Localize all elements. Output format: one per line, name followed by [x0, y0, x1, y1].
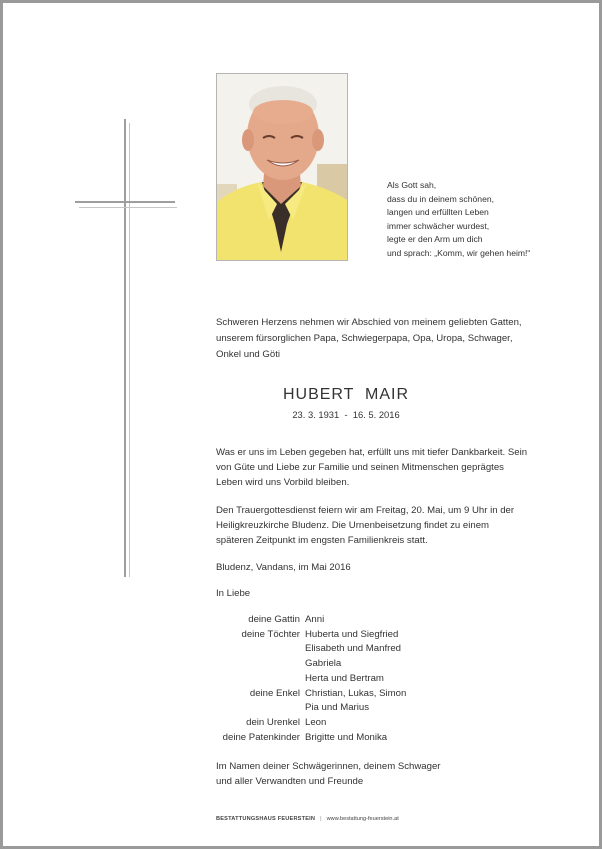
family-row [213, 642, 553, 657]
cross-vertical-bar [124, 119, 126, 577]
family-names: Herta und Bertram [305, 672, 384, 684]
family-names: Gabriela [305, 658, 342, 670]
family-relation [213, 642, 305, 657]
family-relation: deine Töchter [241, 628, 300, 640]
family-names: Elisabeth und Manfred [305, 643, 401, 655]
family-relation: deine Gattin [248, 614, 300, 625]
life-dates: 23. 3. 1931 - 16. 5. 2016 [292, 409, 400, 420]
intro-text [216, 315, 556, 363]
family-relation [213, 657, 305, 672]
paragraph-line: Heiligkreuzkirche Bludenz. Die Urnenbeisetzung findet zu einem [216, 520, 490, 531]
paragraph-line: späteren Zeitpunkt im engsten Familienkreis statt. [216, 535, 428, 546]
in-love [216, 586, 561, 601]
family-relation [213, 672, 305, 687]
place-date [216, 560, 561, 575]
family-relation [213, 701, 305, 716]
family-row [213, 657, 553, 672]
footer [216, 816, 399, 822]
gratitude-paragraph [216, 445, 561, 490]
footer-separator: | [320, 816, 322, 822]
paragraph-line: Was er uns im Leben gegeben hat, erfüllt uns mit tiefer Dankbarkeit. Sein [216, 447, 528, 458]
cross-horizontal-bar [75, 201, 175, 203]
paragraph-line: Leben wird uns Vorbild bleiben. [216, 477, 350, 488]
family-row [213, 731, 553, 746]
family-list [213, 613, 553, 745]
memorial-quote [387, 179, 587, 260]
funeral-home-website: www.bestattung-feuerstein.at [326, 816, 399, 822]
family-names: Anni [305, 614, 325, 625]
family-row [213, 687, 553, 702]
family-relation: deine Enkel [249, 687, 300, 699]
closing-line: und aller Verwandten und Freunde [216, 776, 364, 787]
family-row [213, 613, 553, 628]
service-paragraph [216, 503, 561, 548]
family-names: Leon [305, 716, 327, 728]
family-names: Huberta und Siegfried [305, 628, 399, 640]
family-row [213, 672, 553, 687]
paragraph-line: Den Trauergottesdienst feiern wir am Freitag, 20. Mai, um 9 Uhr in der [216, 505, 515, 516]
family-relation: dein Urenkel [246, 716, 300, 728]
family-row [213, 701, 553, 716]
family-names: Brigitte und Monika [305, 731, 388, 743]
closing-line: Im Namen deiner Schwägerinnen, deinem Schwager [216, 761, 441, 772]
intro-line: Schweren Herzens nehmen wir Abschied von meinem geliebten Gatten, [216, 317, 522, 328]
place-date-text: Bludenz, Vandans, im Mai 2016 [216, 562, 351, 573]
family-relation: deine Patenkinder [222, 731, 300, 743]
funeral-home-name: BESTATTUNGSHAUS FEUERSTEIN [216, 816, 316, 822]
family-row [213, 716, 553, 731]
portrait-illustration [217, 74, 347, 260]
quote-line: langen und erfüllten Leben [387, 207, 489, 217]
family-names: Christian, Lukas, Simon [305, 687, 407, 699]
quote-line: legte er den Arm um dich [387, 234, 483, 244]
portrait-photo [216, 73, 348, 261]
quote-line: und sprach: „Komm, wir gehen heim!“ [387, 247, 531, 258]
family-names: Pia und Marius [305, 702, 369, 714]
paragraph-line: von Güte und Liebe zur Familie und seinen Mitmenschen geprägtes [216, 462, 504, 473]
intro-line: Onkel und Göti [216, 349, 280, 360]
closing-text [216, 759, 556, 789]
deceased-name: HUBERT MAIR [282, 386, 410, 403]
quote-line: dass du in deinem schönen, [387, 193, 495, 204]
family-row [213, 628, 553, 643]
intro-line: unserem fürsorglichen Papa, Schwiegerpapa, Opa, Uropa, Schwager, [216, 333, 513, 344]
cross-horizontal-shadow [79, 207, 177, 208]
in-love-text: In Liebe [216, 588, 251, 599]
cross-vertical-shadow [129, 123, 130, 577]
quote-line: Als Gott sah, [387, 180, 437, 190]
quote-line: immer schwächer wurdest, [387, 220, 490, 231]
